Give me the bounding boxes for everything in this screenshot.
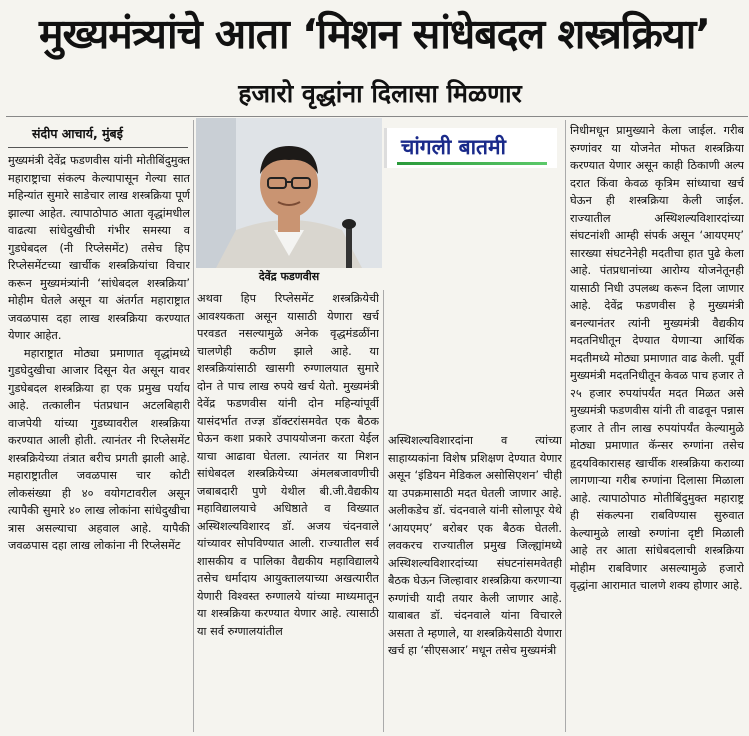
- column-divider: [565, 120, 566, 732]
- column-divider: [383, 290, 384, 732]
- paragraph: मुख्यमंत्री देवेंद्र फडणवीस यांनी मोतीबिंदुमुक्त महाराष्ट्राचा संकल्प केल्यापासून गेल्या सात महिन्यांत सुमारे साडेचार लाख शस्त्रक्रिया पूर्ण झाल्या आहेत. त्यापाठोपाठ आता वृद्धांमधील वाढत्या सांधेदुखीची गंभीर समस्या व गुडघेबदल (नी रिप्लेसमेंट) तसेच हिप रिप्लेसमेंटच्या खार्चीक शस्त्रक्रियांचा विचार करून मुख्यमंत्र्यांनी ‘सांधेबदल शस्त्रक्रिया’ मोहीम घेतले असून या अंतर्गत महाराष्ट्रात जवळपास दहा लाख शस्त्रक्रिया करण्यात येणार आहेत.: [8, 154, 190, 342]
- portrait-illustration: [196, 118, 382, 268]
- good-news-underline: [397, 162, 547, 165]
- subheadline: हजारो वृद्धांना दिलासा मिळणार: [238, 79, 522, 108]
- good-news-label: चांगली बातमी: [401, 135, 506, 159]
- column-3: [388, 432, 562, 736]
- paragraph: निधीमधून प्रामुख्याने केला जाईल. गरीब रुग्णांवर या योजनेत मोफत शस्त्रक्रिया करण्यात येणार असून काही ठिकाणी अल्प दरात किंवा केवळ कृत्रिम सांध्याचा खर्च घेऊन ही शस्त्रक्रिया केली जाईल. राज्यातील अस्थिशल्यविशारदांच्या संघटनांशी आम्ही संपर्क असून ‘आयएमए’ सारख्या संघटनेनेही मदतीचा हात पुढे केला आहे. पंतप्रधानांच्या आरोग्य योजनेतूनही यासाठी निधी उपलब्ध करून दिला जाणार आहे. देवेंद्र फडणवीस हे मुख्यमंत्री बनल्यानंतर त्यांनी मुख्यमंत्री वैद्यकीय मदतनिधीतून देण्यात येणाऱ्या आर्थिक मदतीमध्ये मोठ्या प्रमाणात वाढ केली. पूर्वी मुख्यमंत्री मदतनिधीतून केवळ पाच हजार ते २५ हजार रुपयांपर्यंत मदत मिळत असे मुख्यमंत्री फडणवीस यांनी ती वाढवून पन्नास हजार ते तीन लाख रुपयांपर्यंत केल्यामुळे मोठ्या प्रमाणात कॅन्सर रुग्णांना तसेच हृदयविकारासह खार्चीक शस्त्रक्रिया कराव्या लागणाऱ्या गरीब रुग्णांना दिलासा मिळाला आहे. त्यापाठोपाठ मोतीबिंदुमुक्त महाराष्ट्र ही संकल्पना राबविण्यास सुरुवात केल्यामुळे लाखो रुग्णांना दृष्टी मिळाली आहे तर आता सांधेबदलाची शस्त्रक्रिया मोहीम राबविणार असल्यामुळे हजारो वृद्धांना आरामात चालणे शक्य होणार आहे.: [570, 124, 744, 592]
- byline: संदीप आचार्य, मुंबई: [32, 126, 123, 141]
- column-1: [8, 152, 190, 736]
- paragraph: अस्थिशल्यविशारदांना व त्यांच्या साहाय्यकांना विशेष प्रशिक्षण देण्यात येणार असून ‘इंडियन मेडिकल असोसिएशन’ चीही या उपक्रमासाठी मदत घेतली जाणार आहे. अलीकडेच डॉ. चंदनवाले यांनी सोलापूर येथे ‘आयएमए’ बरोबर एक बैठक घेतली. लवकरच राज्यातील प्रमुख जिल्ह्यांमध्ये अस्थिशल्यविशारदांच्या संघटनांसमवेतही बैठक घेऊन जिल्हावार शस्त्रक्रिया करणाऱ्या रुग्णांची यादी तयार केली जाणार आहे. याबाबत डॉ. चंदनवाले यांना विचारले असता ते म्हणाले, या शस्त्रक्रियेसाठी येणारा खर्च हा ‘सीएसआर’ मधून तसेच मुख्यमंत्री: [388, 434, 562, 657]
- good-news-box: [384, 128, 557, 168]
- byline-rule: [8, 147, 188, 148]
- paragraph: अथवा हिप रिप्लेसमेंट शस्त्रक्रियेची आवश्यकता असून यासाठी येणारा खर्च परवडत नसल्यामुळे अनेक वृद्धमंडळींना चालणेही कठीण झाले आहे. या शस्त्रक्रियांसाठी खासगी रुग्णालयात सुमारे दोन ते पाच लाख रुपये खर्च येतो. मुख्यमंत्री देवेंद्र फडणवीस यांनी दोन महिन्यांपूर्वी यासंदर्भात तज्ज्ञ डॉक्टरांसमवेत एक बैठक घेऊन कशा प्रकारे उपाययोजना करता येईल याचा आढावा घेतला. त्यानंतर या मिशन सांधेबदल शस्त्रक्रियेच्या अंमलबजावणीची जबाबदारी पुणे येथील बी.जी.वैद्यकीय महाविद्यालयाचे अधिष्ठाते व विख्यात अस्थिशल्यविशारद डॉ. अजय चंदनवाले यांच्यावर सोपविण्यात आली. राज्यातील सर्व शासकीय व पालिका वैद्यकीय महाविद्यालये तसेच धर्मादाय आयुक्तालयाच्या अखत्यारीत येणारी विश्वस्त रुग्णालये यांच्या माध्यमातून या शस्त्रक्रिया करण्यात येणार आहे. त्यासाठी या सर्व रुग्णालयांतील: [197, 292, 379, 638]
- paragraph: महाराष्ट्रात मोठ्या प्रमाणात वृद्धांमध्ये गुडघेदुखीचा आजार दिसून येत असून यावर गुडघेबदल शस्त्रक्रिया हा एक प्रमुख पर्याय आहे. तत्कालीन पंतप्रधान अटलबिहारी वाजपेयी यांच्या गुडघ्यावरील शस्त्रक्रिया करण्यात आली होती. त्यानंतर नी रिप्लेसमेंट शस्त्रक्रियेच्या तंत्रात बरीच प्रगती झाली आहे. महाराष्ट्रातील जवळपास चार कोटी लोकसंख्या ही ४० वयोगटावरील असून त्यापैकी सुमारे ४० लाख लोकांना सांधेदुखीचा त्रास असल्याचा अहवाल आहे. यापैकी जवळपास दहा लाख लोकांना नी रिप्लेसमेंट: [8, 346, 190, 552]
- column-divider: [193, 120, 194, 732]
- column-4: [570, 122, 744, 736]
- photo-devendra-fadnavis: [196, 118, 382, 268]
- headline: मुख्यमंत्र्यांचे आता ‘मिशन सांधेबदल शस्त्रक्रिया’: [38, 10, 711, 58]
- column-2: [197, 290, 379, 736]
- photo-caption: देवेंद्र फडणवीस: [258, 270, 320, 283]
- header-rule: [6, 116, 748, 117]
